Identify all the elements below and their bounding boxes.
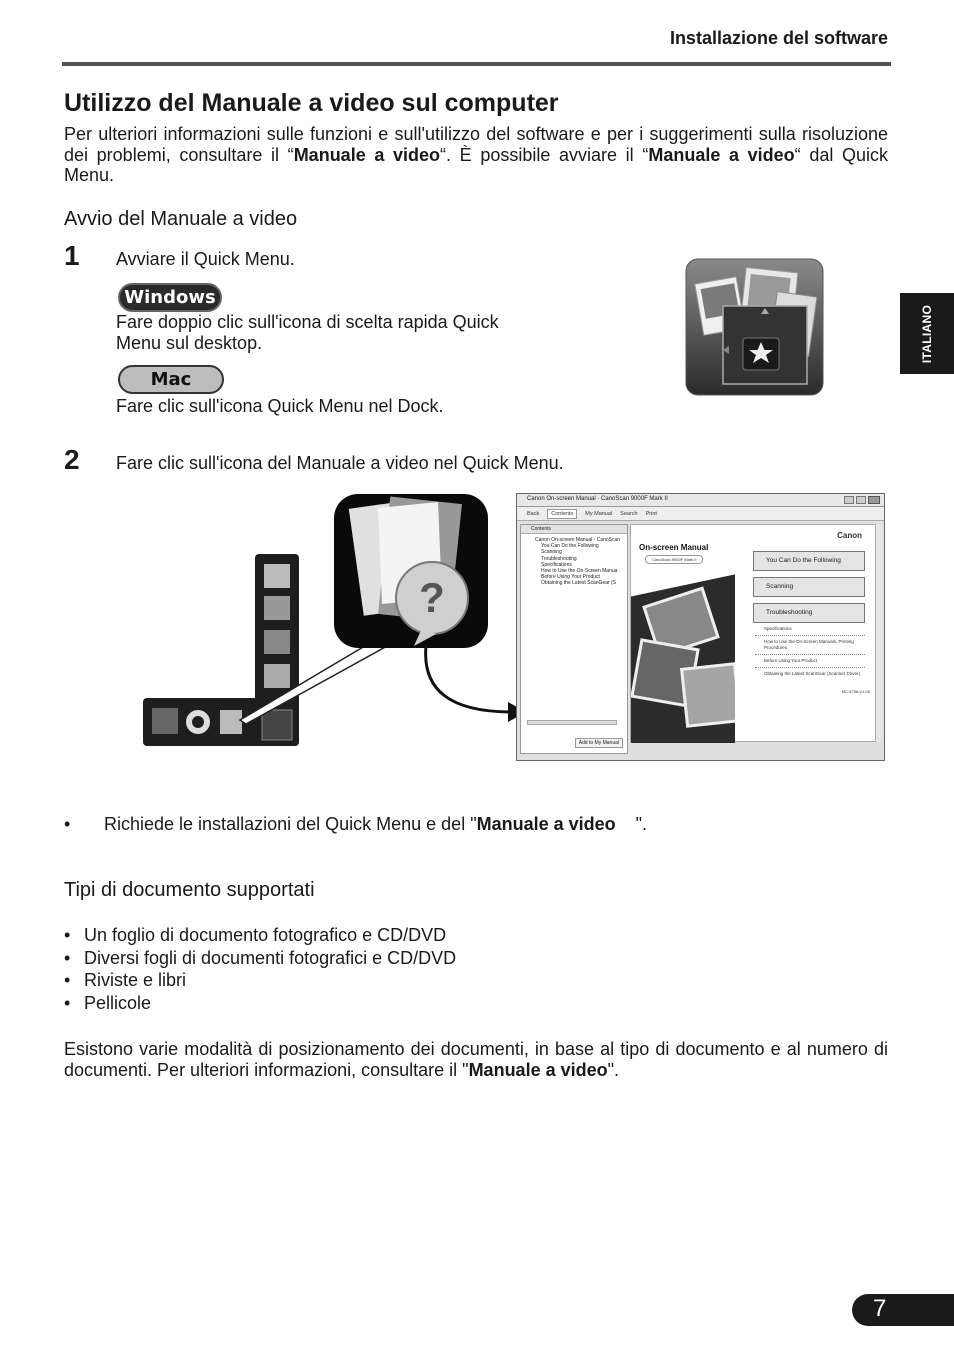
quick-menu-icon [685,258,824,396]
manual-window [516,493,885,761]
manual-heading: On-screen Manual [639,543,709,552]
step-2-text: Fare clic sull'icona del Manuale a video nel Quick Menu. [116,453,564,473]
close-icon[interactable] [868,496,880,504]
mac-badge: Mac [118,365,224,394]
link-before-using[interactable]: Before Using Your Product [755,655,865,668]
note-bold: Manuale a video [476,814,616,834]
windows-instruction-line-1: Fare doppio clic sull'icona di scelta rapida Quick [116,312,499,332]
toolbar-search[interactable]: Search [620,510,638,517]
manual-links [755,625,865,680]
page-number: 7 [873,1295,887,1322]
window-controls [844,496,880,504]
intro-bold-2: Manuale a video [648,144,795,165]
manual-scrollbar[interactable] [875,524,882,742]
minimize-icon[interactable] [844,496,854,504]
toolbar-my-manual[interactable]: My Manual [585,510,613,517]
toolbar-contents[interactable]: Contents [547,509,577,519]
manual-titlebar [517,494,884,507]
note-text-end: ". [635,814,648,834]
doc-type-text: Riviste e libri [84,970,187,990]
closing-bold: Manuale a video [468,1059,608,1080]
contents-tree [521,534,627,587]
link-scangear[interactable]: Obtaining the Latest ScanGear (Scanner Driver) [764,671,861,676]
tree-item[interactable]: Specifications [541,561,572,568]
link-specifications[interactable]: Specifications [755,625,865,636]
subheading-tipi: Tipi di documento supportati [64,879,315,901]
manual-code: MC-6756-V1.00 [841,689,870,694]
tree-item[interactable]: Canon On-screen Manual - CanoScan [535,537,621,543]
tree-item[interactable]: Scanning [541,549,562,556]
doc-type-item [64,948,456,969]
step-1-text: Avviare il Quick Menu. [116,249,295,269]
doc-type-item [64,925,446,946]
canon-logo: Canon [837,531,862,540]
doc-type-text: Diversi fogli di documenti fotografici e CD/DVD [84,948,457,968]
doc-type-text: Un foglio di documento fotografico e CD/DVD [84,925,447,945]
tree-item[interactable]: How to Use the On-Screen Manua [541,568,618,575]
svg-text:?: ? [419,574,445,621]
intro-text-2: “. È possibile avviare il “ [440,144,649,165]
manual-page [630,524,877,742]
tree-item[interactable]: Obtaining the Latest ScanGear (S [541,580,617,587]
intro-text-3: “ dal Quick Menu. [64,144,888,185]
doc-type-text: Pellicole [84,993,152,1013]
contents-scrollbar[interactable] [527,720,617,725]
model-chip: CanoScan 9000F Mark II [645,555,703,564]
toolbar-print[interactable]: Print [645,510,657,517]
nav-button-scanning[interactable]: Scanning [753,577,865,597]
nav-button-troubleshooting[interactable]: Troubleshooting [753,603,865,623]
doc-type-item [64,993,151,1014]
maximize-icon[interactable] [856,496,866,504]
intro-bold-1: Manuale a video [293,144,441,165]
page-heading: Utilizzo del Manuale a video sul computer [64,89,559,117]
note-bullet [64,814,647,835]
quick-menu-strip-illustration [140,490,520,752]
nav-button-you-can-do[interactable]: You Can Do the Following [753,551,865,571]
add-to-my-manual-button[interactable]: Add to My Manual [575,738,623,748]
note-text-part: Richiede le installazioni del Quick Menu e del " [104,814,477,834]
page-number-box [852,1294,954,1326]
step-1-number: 1 [64,240,80,271]
header-rule [62,62,891,66]
doc-type-item [64,970,186,991]
manual-cover-art [631,525,735,743]
windows-badge: Windows [118,283,222,312]
windows-instruction-line-2: Menu sul desktop. [116,333,263,353]
contents-pane [520,524,628,754]
subheading-avvio: Avvio del Manuale a video [64,208,298,230]
language-tab-label: ITALIANO [920,304,934,363]
tree-item[interactable]: You Can Do the Following [541,543,599,550]
closing-paragraph [64,1039,888,1080]
step-2-number: 2 [64,444,80,475]
running-header: Installazione del software [669,28,888,48]
intro-text-1: Per ulteriori informazioni sulle funzioni e sull'utilizzo del software e per i suggerimenti sulla risoluzione dei problemi, consultare il “ [64,124,888,165]
toolbar-back[interactable]: Back [527,510,540,517]
manual-toolbar [517,507,884,521]
language-tab [900,293,954,374]
mac-instruction: Fare clic sull'icona Quick Menu nel Dock. [116,396,444,416]
manual-nav-buttons [753,551,865,623]
closing-text-1: Esistono varie modalità di posizionamento dei documenti, in base al tipo di documento e al numero di documenti. Per ulteriori informazioni, consultare il " [64,1039,888,1080]
closing-text-2: ". [607,1059,619,1080]
note-text [84,814,647,835]
tree-item[interactable]: Troubleshooting [541,555,577,562]
manual-window-title: Canon On-screen Manual · CanoScan 9000F Mark II [527,496,668,502]
link-how-to-use[interactable]: How to Use the On-Screen Manuals, Printing Procedures [755,636,865,655]
contents-pane-header: Contents [521,525,627,534]
tree-item[interactable]: Before Using Your Product [541,574,600,581]
intro-paragraph [64,124,888,186]
